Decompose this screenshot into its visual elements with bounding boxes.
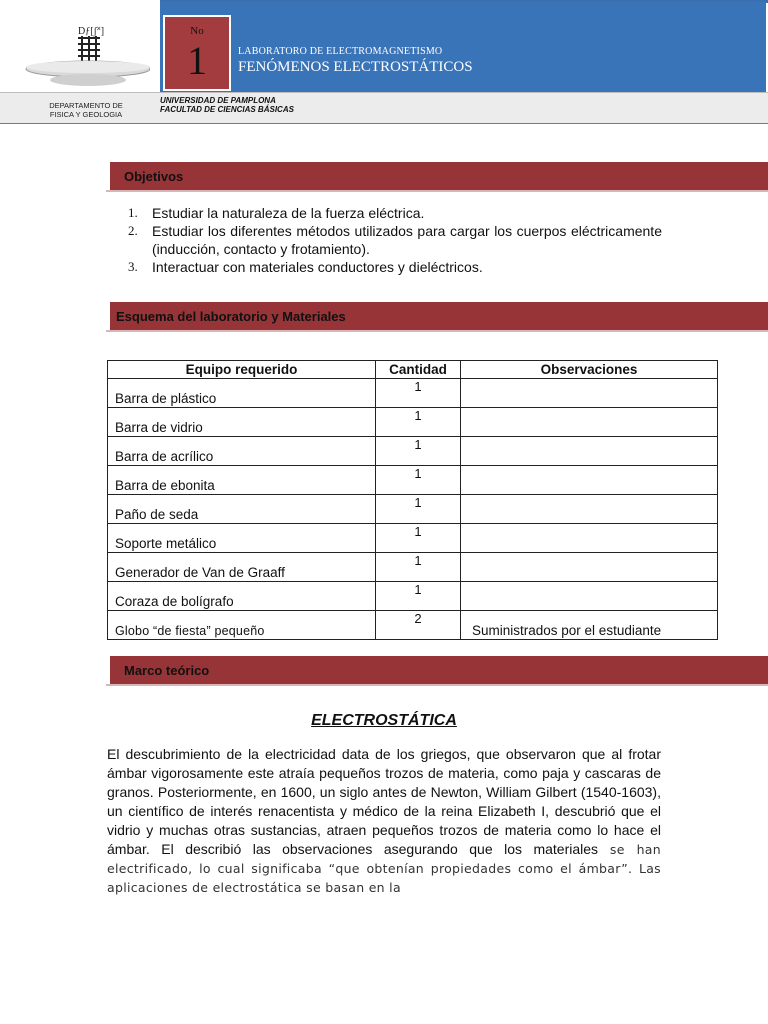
objectives-list — [128, 204, 662, 276]
university-name — [160, 96, 294, 114]
section-scheme — [106, 302, 768, 330]
table-row: Coraza de bolígrafo 1 — [108, 582, 718, 611]
table-row: Barra de ebonita 1 — [108, 466, 718, 495]
section-objectives — [106, 162, 768, 190]
table-row: Soporte metálico 1 — [108, 524, 718, 553]
table-row: Barra de acrílico 1 — [108, 437, 718, 466]
table-row: Barra de vidrio 1 — [108, 408, 718, 437]
logo-area — [0, 0, 160, 92]
list-item: 2. Estudiar los diferentes métodos utilizados para cargar los cuerpos eléctricamente (inducción, contacto y frotamiento). — [128, 223, 662, 257]
table-row: Globo “de fiesta” pequeño 2 Suministrados por el estudiante — [108, 611, 718, 640]
section-title: Objetivos — [124, 169, 184, 184]
table-row: Generador de Van de Graaff 1 — [108, 553, 718, 582]
experiment-title: FENÓMENOS ELECTROSTÁTICOS — [238, 59, 473, 75]
table-row: Barra de plástico 1 — [108, 379, 718, 408]
lab-title: LABORATORO DE ELECTROMAGNETISMO — [238, 46, 443, 57]
section-title: Marco teórico — [124, 663, 210, 678]
lab-number-box — [163, 15, 231, 91]
list-item: 3. Interactuar con materiales conductores y dieléctricos. — [128, 259, 483, 275]
column-header: Observaciones — [461, 361, 718, 379]
university-logo-icon — [20, 22, 150, 90]
department-name: DEPARTAMENTO DE FISICA Y GEOLOGIA — [49, 101, 123, 119]
university-line: UNIVERSIDAD DE PAMPLONA — [160, 96, 276, 105]
theory-paragraph: El descubrimiento de la electricidad data de los griegos, que observaron que al frotar ámbar vigorosamente este atraía pequeños trozos de materia, como paja y cascaras de granos. Posteriormente, en 1600, un siglo antes de Newton, William Gilbert (1540-1603), un científico de interés renacentista y médico de la reina Elizabeth I, descubrió que el vidrio y muchas otras sustancias, atraen pequeños trozos de materia como lo hace el ámbar. El describió las observaciones asegurando que los materiales se han electrificado, lo cual significaba “que obtenían propiedades como el ámbar”. Las aplicaciones de electrostática se basan en la — [107, 746, 661, 895]
equipment-table — [107, 360, 718, 640]
column-header: Equipo requerido — [108, 361, 376, 379]
list-item: 1. Estudiar la naturaleza de la fuerza eléctrica. — [128, 205, 425, 221]
theory-heading: ELECTROSTÁTICA — [311, 712, 457, 729]
lab-number: 1 — [187, 38, 207, 83]
table-row: Paño de seda 1 — [108, 495, 718, 524]
number-label: No — [190, 25, 204, 37]
table-header-row — [108, 361, 718, 379]
logo-text: Dƒ[ʃ˟] — [78, 26, 105, 37]
column-header: Cantidad — [376, 361, 461, 379]
faculty-line: FACULTAD DE CIENCIAS BÁSICAS — [160, 105, 294, 114]
section-theory — [106, 656, 768, 684]
section-title: Esquema del laboratorio y Materiales — [116, 309, 346, 324]
